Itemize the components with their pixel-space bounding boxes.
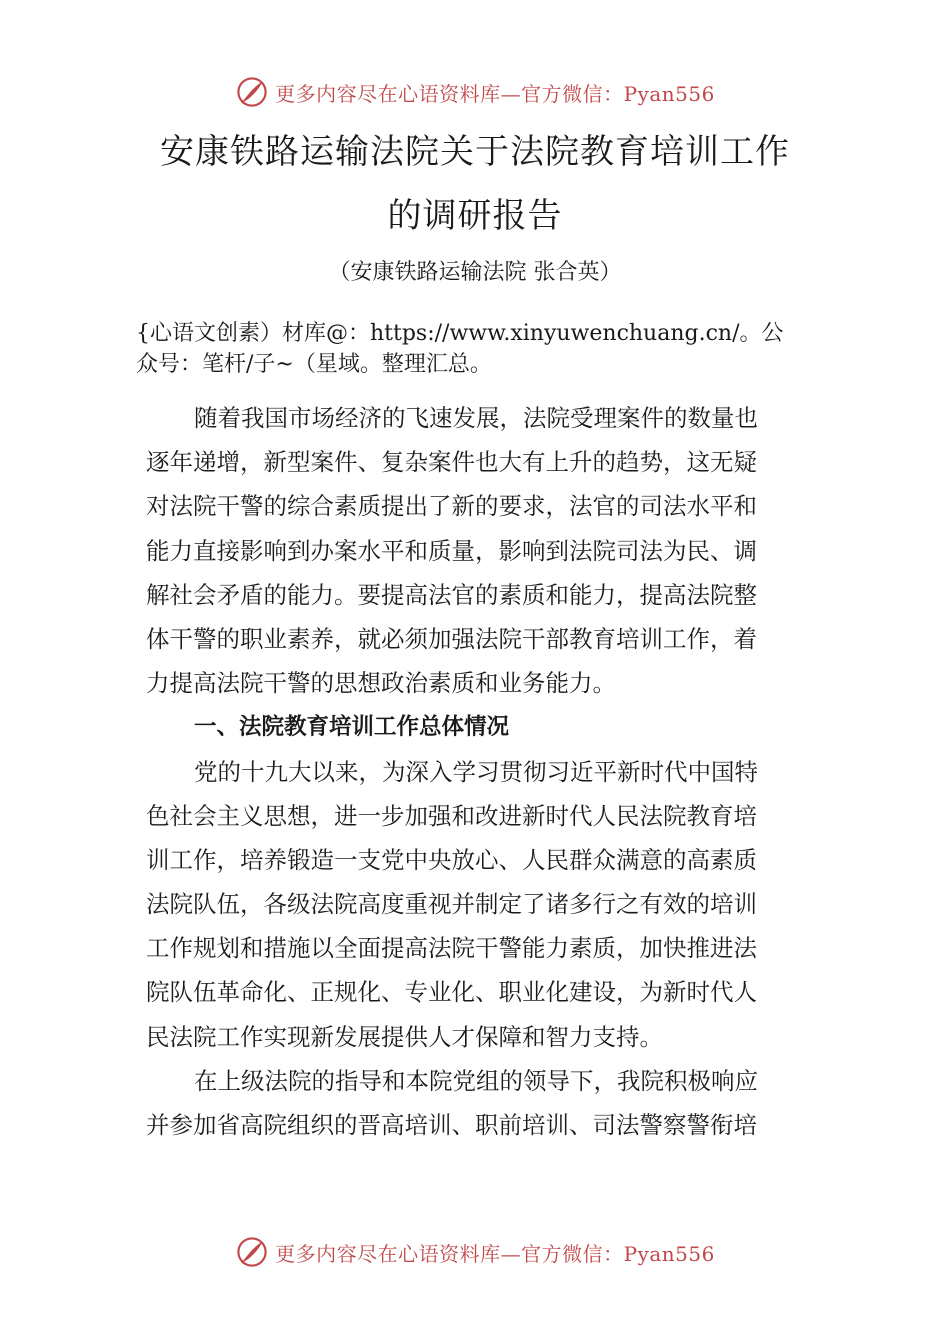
paragraph-line: 党的十九大以来，为深入学习贯彻习近平新时代中国特 (194, 757, 758, 786)
paragraph-line: 力提高法院干警的思想政治素质和业务能力。 (146, 669, 616, 698)
paragraph-line: 并参加省高院组织的晋高培训、职前培训、司法警察警衔培 (146, 1111, 757, 1139)
paragraph-line: 解社会矛盾的能力。要提高法官的素质和能力，提高法院整 (146, 580, 757, 609)
paragraph-line: 法院队伍，各级法院高度重视并制定了诸多行之有效的培训 (146, 890, 757, 919)
document-body (146, 396, 826, 1147)
paragraph-line: 色社会主义思想，进一步加强和改进新时代人民法院教育培 (146, 801, 757, 830)
paragraph-line: 民法院工作实现新发展提供人才保障和智力支持。 (146, 1022, 663, 1051)
footer-watermark-banner (0, 1232, 950, 1272)
banner-text: 更多内容尽在心语资料库—官方微信：Pyan556 (275, 81, 715, 106)
header-watermark-banner (0, 72, 950, 112)
document-author: （安康铁路运输法院 张合英） (328, 260, 622, 285)
paragraph-line: 训工作，培养锻造一支党中央放心、人民群众满意的高素质 (146, 845, 757, 874)
feather-pen-logo-icon (235, 1235, 269, 1269)
paragraph-line: 对法院干警的综合素质提出了新的要求，法官的司法水平和 (146, 492, 757, 521)
source-note (136, 318, 836, 380)
paragraph-line: 在上级法院的指导和本院党组的领导下，我院积极响应 (194, 1066, 758, 1095)
section-heading: 一、法院教育培训工作总体情况 (194, 714, 510, 741)
source-note-line-2: 众号：笔杆/子~（星域。整理汇总。 (136, 352, 492, 377)
paragraph-line: 随着我国市场经济的飞速发展，法院受理案件的数量也 (194, 404, 758, 432)
banner-text: 更多内容尽在心语资料库—官方微信：Pyan556 (275, 1241, 715, 1266)
source-note-line-1: {心语文创素）材库@：https://www.xinyuwenchuang.cn/。公 (136, 321, 784, 346)
paragraph-line: 工作规划和措施以全面提高法院干警能力素质，加快推进法 (146, 934, 757, 963)
paragraph-line: 逐年递增，新型案件、复杂案件也大有上升的趋势，这无疑 (146, 448, 757, 477)
document-title-line-1: 安康铁路运输法院关于法院教育培训工作 (160, 132, 790, 172)
paragraph-line: 能力直接影响到办案水平和质量，影响到法院司法为民、调 (146, 536, 757, 565)
document-title-line-2: 的调研报告 (387, 196, 563, 236)
feather-pen-logo-icon (235, 75, 269, 109)
paragraph-line: 院队伍革命化、正规化、专业化、职业化建设，为新时代人 (146, 978, 757, 1007)
paragraph-line: 体干警的职业素养，就必须加强法院干部教育培训工作，着 (146, 624, 757, 653)
